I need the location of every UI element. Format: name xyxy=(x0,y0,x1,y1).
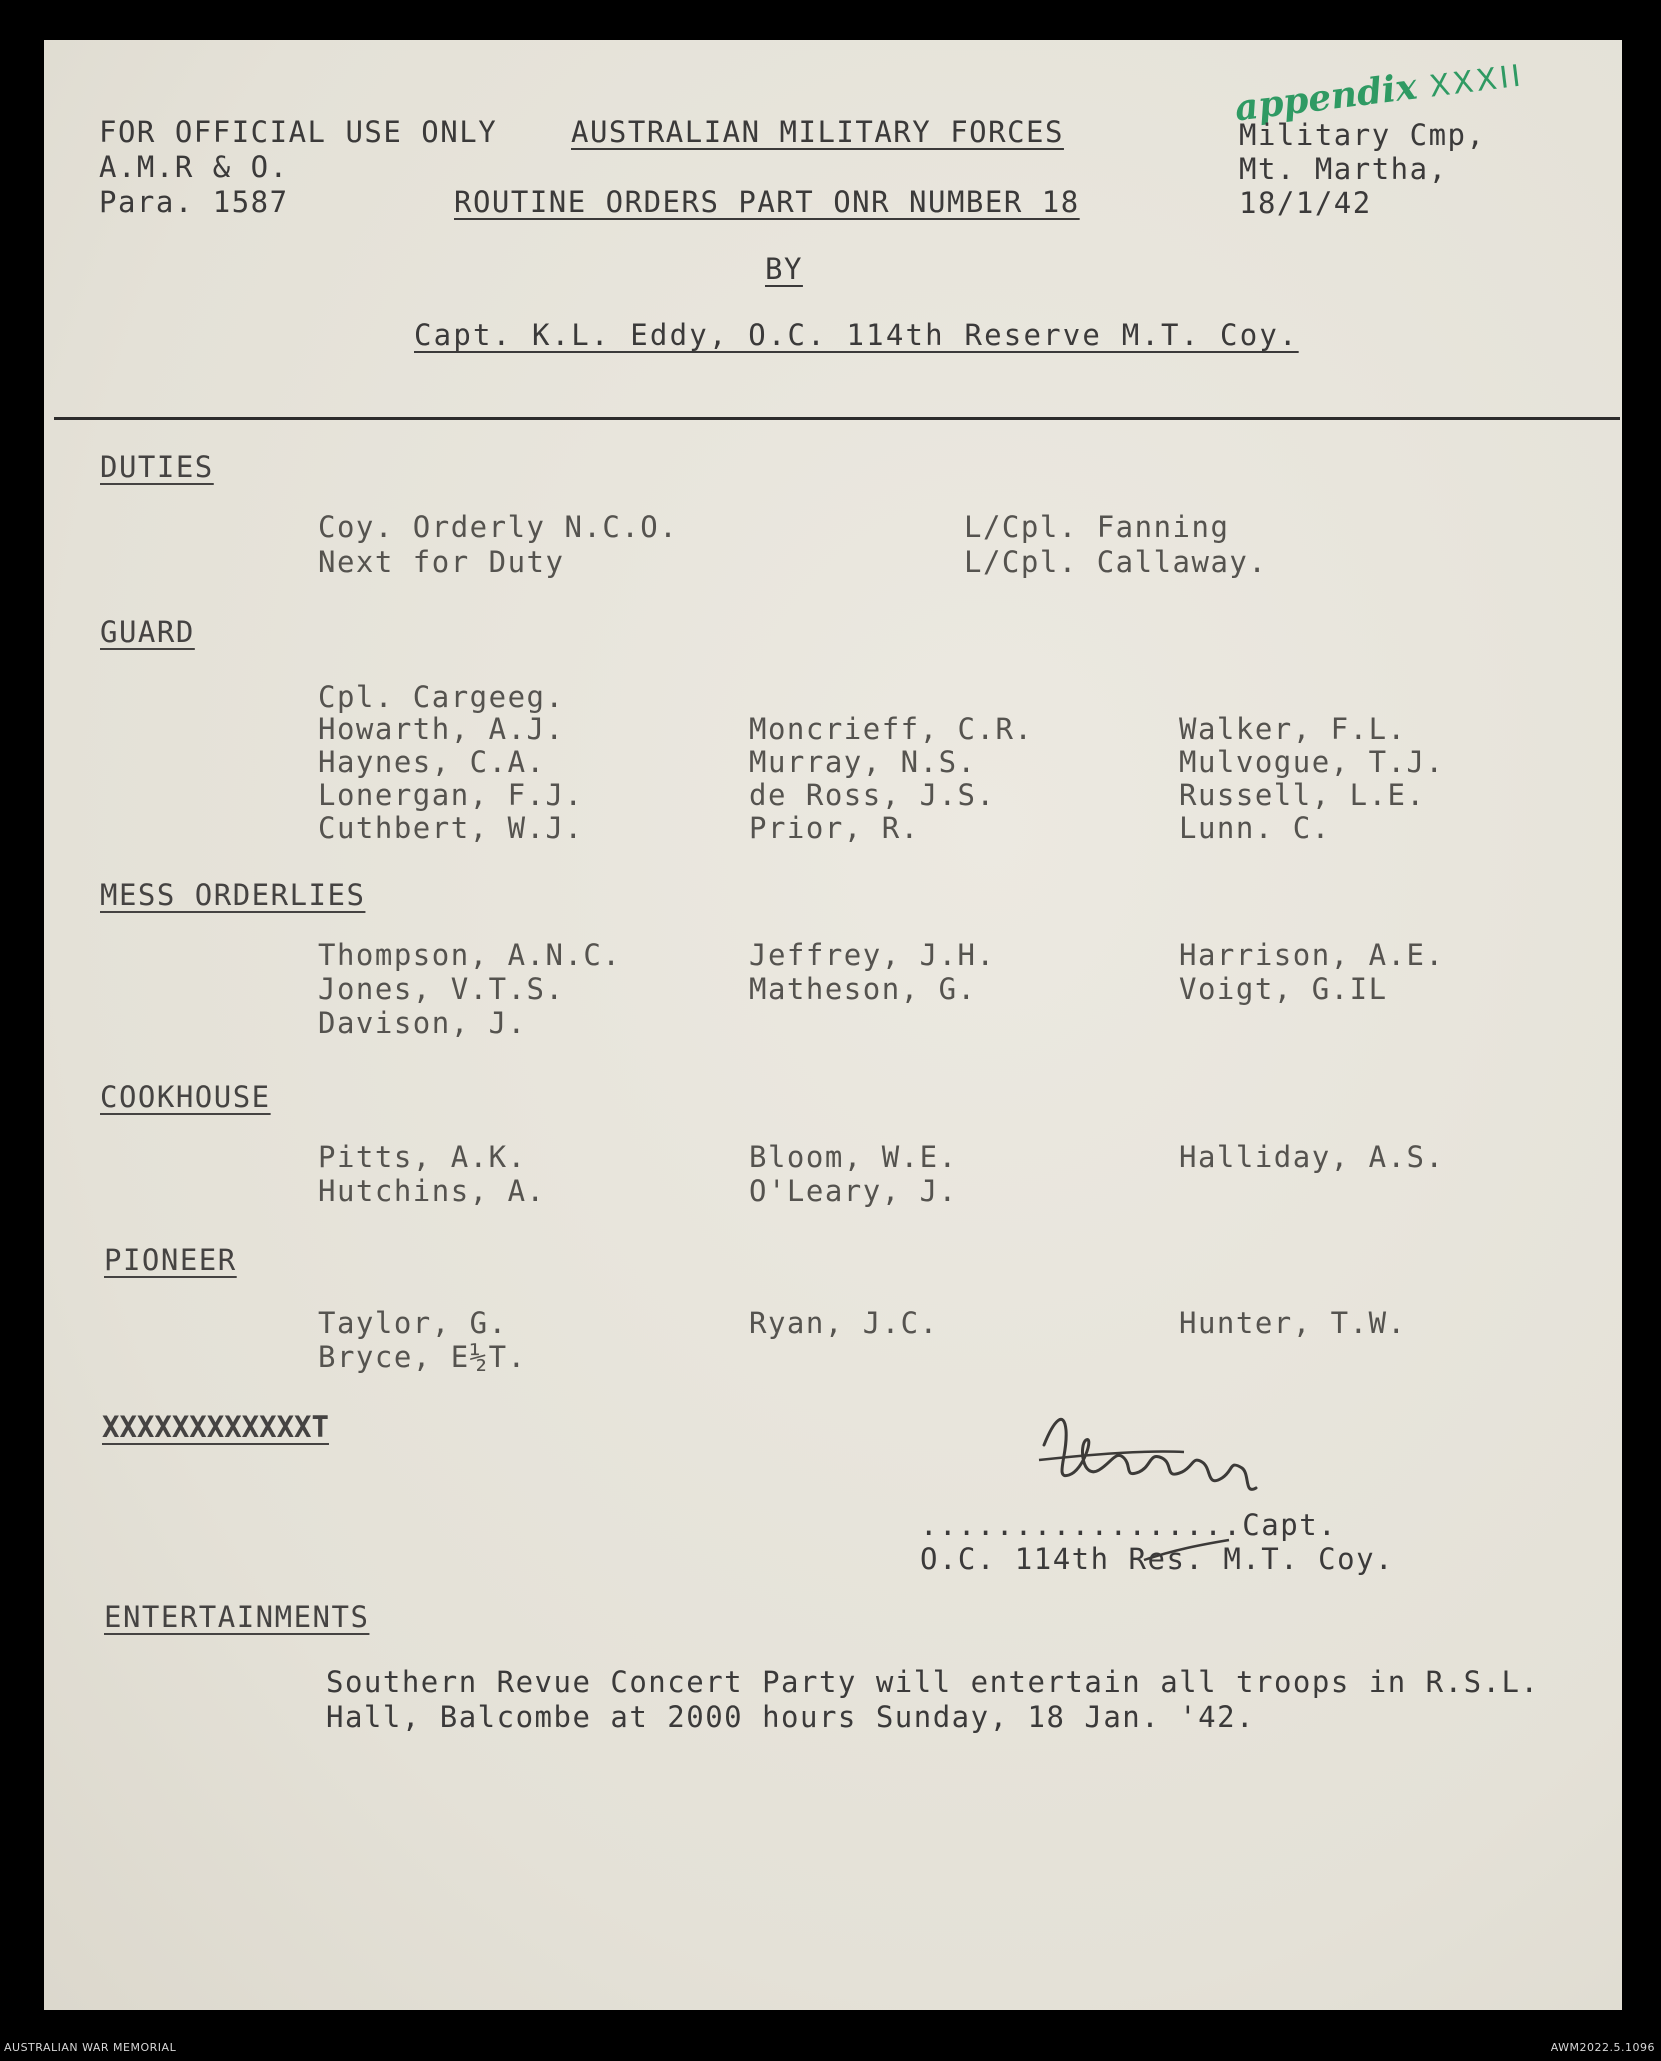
mess-col3-1: Harrison, A.E. xyxy=(1179,938,1445,972)
duties-name-1: L/Cpl. Fanning xyxy=(964,510,1230,544)
document-sheet xyxy=(44,40,1622,2010)
cookhouse-col2-2: O'Leary, J. xyxy=(749,1174,958,1208)
header-para: Para. 1587 xyxy=(99,185,289,219)
guard-col2-1: Moncrieff, C.R. xyxy=(749,712,1034,746)
header-amr: A.M.R & O. xyxy=(99,150,289,184)
header-forces: AUSTRALIAN MILITARY FORCES xyxy=(571,115,1064,149)
mess-col3-2: Voigt, G.IL xyxy=(1179,972,1388,1006)
guard-col2-3: de Ross, J.S. xyxy=(749,778,996,812)
signature-line: .................Capt. xyxy=(920,1508,1338,1542)
guard-col1-3: Lonergan, F.J. xyxy=(318,778,584,812)
guard-col2-4: Prior, R. xyxy=(749,811,920,845)
header-by: BY xyxy=(765,252,803,286)
signature-title: O.C. 114th Res. M.T. Coy. xyxy=(920,1542,1394,1576)
pioneer-col1-1: Taylor, G. xyxy=(318,1306,508,1340)
duties-role-1: Coy. Orderly N.C.O. xyxy=(318,510,679,544)
pioneer-col2-1: Ryan, J.C. xyxy=(749,1306,939,1340)
appendix-word: appendix xyxy=(1232,65,1420,130)
footer-accession-number: AWM2022.5.1096 xyxy=(1550,2041,1655,2054)
guard-col1-4: Cuthbert, W.J. xyxy=(318,811,584,845)
mess-col1-2: Jones, V.T.S. xyxy=(318,972,565,1006)
duties-heading: DUTIES xyxy=(100,450,214,484)
header-location-2: Mt. Martha, xyxy=(1239,152,1448,186)
guard-col3-4: Lunn. C. xyxy=(1179,811,1331,845)
header-date: 18/1/42 xyxy=(1239,186,1372,220)
cookhouse-col3-1: Halliday, A.S. xyxy=(1179,1140,1445,1174)
entertainments-line-2: Hall, Balcombe at 2000 hours Sunday, 18 Jan. '42. xyxy=(326,1700,1256,1734)
guard-col1-1: Howarth, A.J. xyxy=(318,712,565,746)
pioneer-col1-2: Bryce, E½T. xyxy=(318,1340,527,1374)
header-location-1: Military Cmp, xyxy=(1239,118,1486,152)
guard-leader: Cpl. Cargeeg. xyxy=(318,680,565,714)
guard-col2-2: Murray, N.S. xyxy=(749,745,977,779)
mess-col1-1: Thompson, A.N.C. xyxy=(318,938,622,972)
header-rule xyxy=(54,417,1620,420)
mess-col2-2: Matheson, G. xyxy=(749,972,977,1006)
header-official-use: FOR OFFICIAL USE ONLY xyxy=(99,115,498,149)
pioneer-heading: PIONEER xyxy=(104,1243,237,1277)
header-issuer: Capt. K.L. Eddy, O.C. 114th Reserve M.T. Coy. xyxy=(414,318,1299,352)
cookhouse-col1-1: Pitts, A.K. xyxy=(318,1140,527,1174)
duties-name-2: L/Cpl. Callaway. xyxy=(964,545,1268,579)
pioneer-col3-1: Hunter, T.W. xyxy=(1179,1306,1407,1340)
header-routine-orders: ROUTINE ORDERS PART ONR NUMBER 18 xyxy=(454,185,1080,219)
mess-col1-3: Davison, J. xyxy=(318,1006,527,1040)
guard-col1-2: Haynes, C.A. xyxy=(318,745,546,779)
guard-col3-2: Mulvogue, T.J. xyxy=(1179,745,1445,779)
struck-out-entry: XXXXXXXXXXXXT xyxy=(102,1410,329,1444)
guard-col3-1: Walker, F.L. xyxy=(1179,712,1407,746)
cookhouse-col1-2: Hutchins, A. xyxy=(318,1174,546,1208)
entertainments-heading: ENTERTAINMENTS xyxy=(104,1600,370,1634)
guard-heading: GUARD xyxy=(100,615,195,649)
entertainments-line-1: Southern Revue Concert Party will entertain all troops in R.S.L. xyxy=(326,1665,1540,1699)
cookhouse-heading: COOKHOUSE xyxy=(100,1080,271,1114)
guard-col3-3: Russell, L.E. xyxy=(1179,778,1426,812)
mess-col2-1: Jeffrey, J.H. xyxy=(749,938,996,972)
duties-role-2: Next for Duty xyxy=(318,545,565,579)
mess-heading: MESS ORDERLIES xyxy=(100,878,366,912)
cookhouse-col2-1: Bloom, W.E. xyxy=(749,1140,958,1174)
appendix-numeral: XXXII xyxy=(1427,58,1526,105)
footer-archive-name: AUSTRALIAN WAR MEMORIAL xyxy=(4,2041,177,2054)
